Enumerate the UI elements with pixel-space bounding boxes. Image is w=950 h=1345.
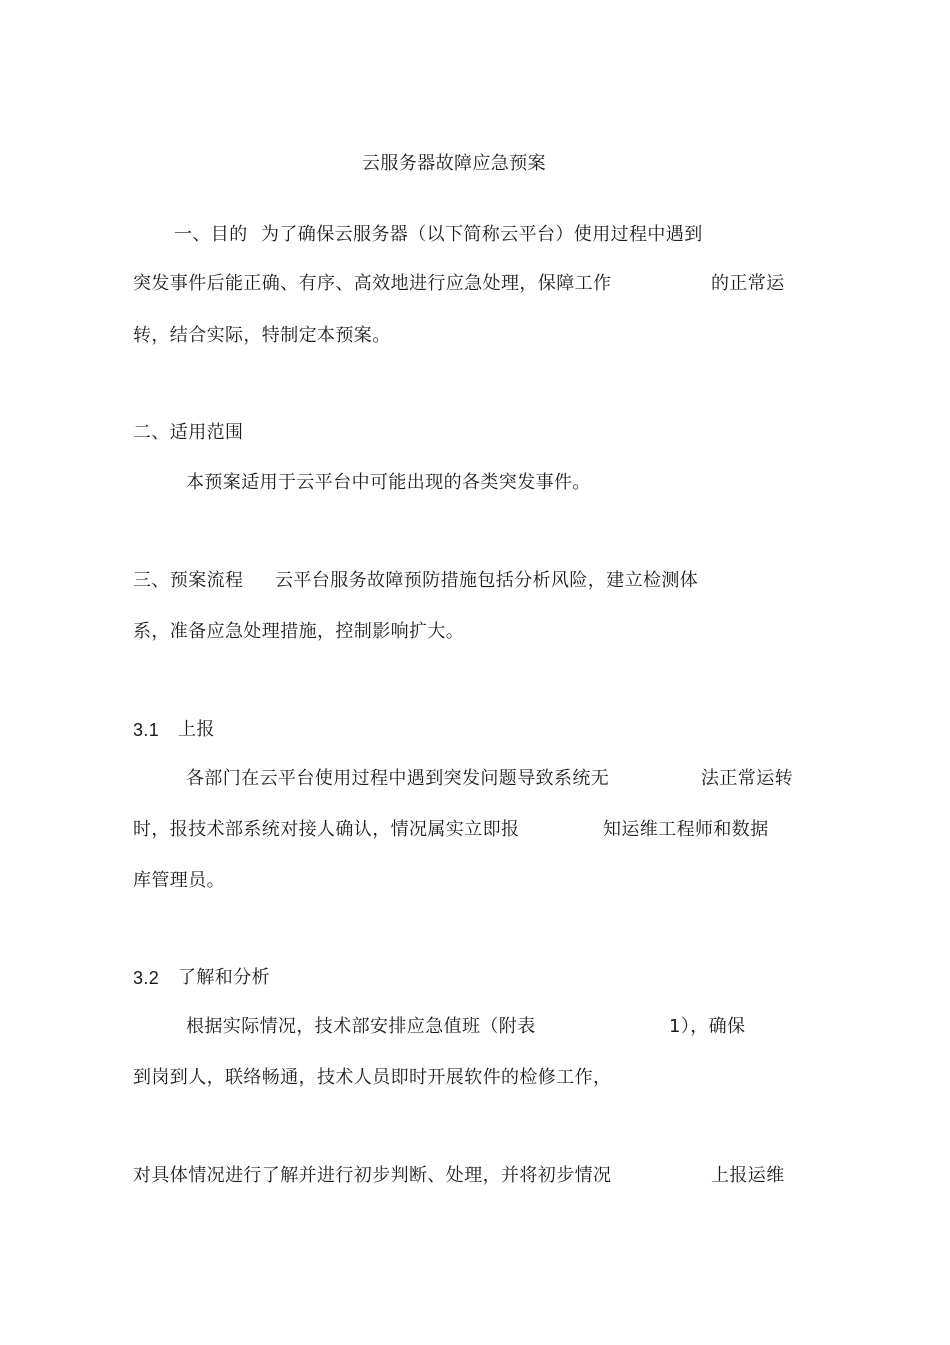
process-text-line: 系，准备应急处理措施，控制影响扩大。 [133,621,465,642]
purpose-text-line: 的正常运 [711,273,785,294]
report-section-number: 3.1 [133,720,160,740]
purpose-heading: 一、目的 [174,224,248,245]
process-heading: 三、预案流程 [133,570,244,591]
document-title: 云服务器故障应急预案 [362,153,546,174]
analysis-heading: 了解和分析 [178,967,270,988]
analysis-text-line: 对具体情况进行了解并进行初步判断、处理，并将初步情况 [133,1165,612,1186]
report-heading: 上报 [178,719,215,740]
analysis-text-line: 到岗到人，联络畅通，技术人员即时开展软件的检修工作， [133,1067,612,1088]
report-text-line: 各部门在云平台使用过程中遇到突发问题导致系统无 [186,768,610,789]
report-text-line: 法正常运转 [701,768,793,789]
scope-heading: 二、适用范围 [133,422,244,443]
purpose-text-line: 突发事件后能正确、有序、高效地进行应急处理，保障工作 [133,273,612,294]
report-text-line: 时，报技术部系统对接人确认，情况属实立即报 [133,819,520,840]
analysis-text-line: 根据实际情况，技术部安排应急值班（附表 [186,1016,536,1037]
purpose-text-line: 为了确保云服务器（以下简称云平台）使用过程中遇到 [261,224,703,245]
report-text-line: 库管理员。 [133,870,225,891]
analysis-section-number: 3.2 [133,968,160,988]
scope-text-line: 本预案适用于云平台中可能出现的各类突发事件。 [186,472,591,493]
process-text-line: 云平台服务故障预防措施包括分析风险，建立检测体 [275,570,699,591]
analysis-text-line: 上报运维 [711,1165,785,1186]
report-text-line: 知运维工程师和数据 [603,819,769,840]
purpose-text-line: 转，结合实际，特制定本预案。 [133,325,391,346]
analysis-text-line: 1），确保 [669,1016,746,1037]
